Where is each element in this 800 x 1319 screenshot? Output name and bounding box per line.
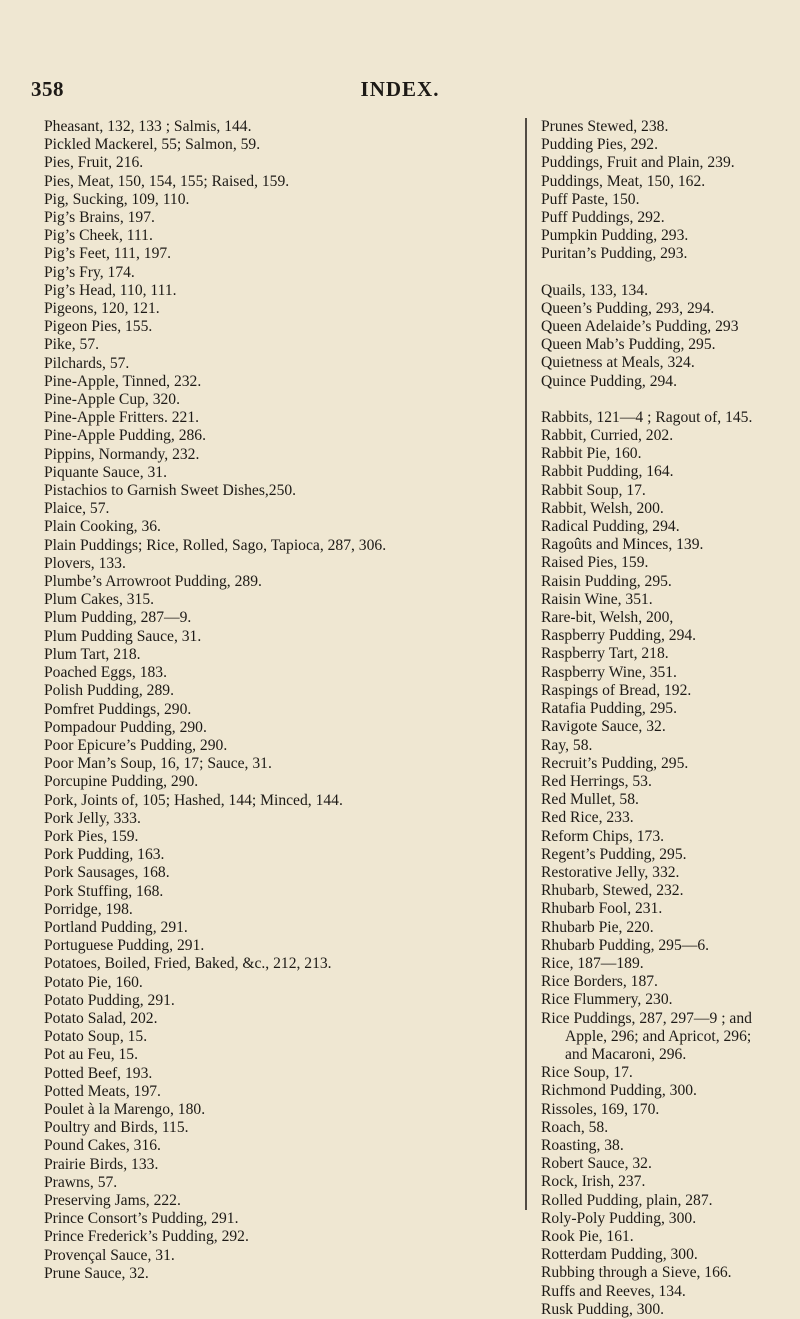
section-gap: [541, 391, 771, 409]
index-entry: Quails, 133, 134.: [541, 281, 648, 299]
index-entry: Rabbits, 121—4 ; Ragout of, 145.: [541, 408, 753, 426]
index-entry: Potato Soup, 15.: [44, 1028, 148, 1046]
index-entry: Rice Puddings, 287, 297—9 ; and Apple, 296; and Apricot, 296; and Macaroni, 296.: [541, 1009, 752, 1063]
index-entry: Plumbe’s Arrowroot Pudding, 289.: [44, 573, 262, 591]
index-entry: Ragoûts and Minces, 139.: [541, 536, 704, 554]
index-entry: Rubbing through a Sieve, 166.: [541, 1264, 732, 1282]
index-entry: Pine-Apple Cup, 320.: [44, 391, 181, 409]
index-entry: Regent’s Pudding, 295.: [541, 845, 687, 863]
index-entry: Quince Pudding, 294.: [541, 372, 678, 390]
index-entry: Portuguese Pudding, 291.: [44, 937, 205, 955]
index-entry: Pike, 57.: [44, 336, 100, 354]
index-entry: Raspberry Wine, 351.: [541, 663, 677, 681]
index-entry: Ratafia Pudding, 295.: [541, 700, 677, 718]
index-entry: Ravigote Sauce, 32.: [541, 718, 666, 736]
index-entry: Rotterdam Pudding, 300.: [541, 1246, 698, 1264]
index-entry: Porridge, 198.: [44, 900, 133, 918]
index-entry: Prairie Birds, 133.: [44, 1155, 159, 1173]
index-entry: Potato Pie, 160.: [44, 973, 143, 991]
index-entry: Pot au Feu, 15.: [44, 1046, 138, 1064]
index-entry: Richmond Pudding, 300.: [541, 1082, 697, 1100]
index-entry: Plain Cooking, 36.: [44, 518, 161, 536]
index-entry: Rare-bit, Welsh, 200,: [541, 609, 674, 627]
index-entry: Pine-Apple Fritters. 221.: [44, 409, 200, 427]
index-entry: Puddings, Fruit and Plain, 239.: [541, 154, 735, 172]
index-entry: Plum Pudding Sauce, 31.: [44, 627, 202, 645]
index-entry: Rice Borders, 187.: [541, 973, 658, 991]
index-entry: Pig’s Head, 110, 111.: [44, 281, 177, 299]
index-entry: Plum Pudding, 287—9.: [44, 609, 192, 627]
index-entry: Pies, Fruit, 216.: [44, 154, 144, 172]
index-entry: Rolled Pudding, plain, 287.: [541, 1191, 713, 1209]
index-entry: Rhubarb Pie, 220.: [541, 918, 654, 936]
index-entry: Raspberry Tart, 218.: [541, 645, 669, 663]
index-entry: Rabbit Soup, 17.: [541, 481, 646, 499]
index-column-left: [44, 118, 512, 1283]
index-entry: Radical Pudding, 294.: [541, 518, 680, 536]
index-entry: Red Mullet, 58.: [541, 791, 639, 809]
index-entry: Ruffs and Reeves, 134.: [541, 1282, 686, 1300]
index-entry: Raisin Wine, 351.: [541, 590, 653, 608]
index-entry: Rice, 187—189.: [541, 954, 644, 972]
index-entry: Roach, 58.: [541, 1118, 609, 1136]
index-entry: Rabbit Pie, 160.: [541, 445, 642, 463]
index-entry: Pork, Joints of, 105; Hashed, 144; Minced, 144.: [44, 791, 343, 809]
index-entry: Rhubarb, Stewed, 232.: [541, 882, 684, 900]
index-entry: Pig’s Brains, 197.: [44, 209, 155, 227]
index-entry: Prawns, 57.: [44, 1173, 118, 1191]
index-entry: Potato Salad, 202.: [44, 1009, 158, 1027]
column-divider: [525, 118, 527, 1210]
index-entry: Rice Soup, 17.: [541, 1064, 633, 1082]
index-entry: Raised Pies, 159.: [541, 554, 649, 572]
index-column-right: [541, 118, 771, 1319]
index-entry: Porcupine Pudding, 290.: [44, 773, 199, 791]
index-entry: Pomfret Puddings, 290.: [44, 700, 192, 718]
index-entry: Queen’s Pudding, 293, 294.: [541, 299, 715, 317]
index-entry: Rock, Irish, 237.: [541, 1173, 646, 1191]
index-entry: Potted Meats, 197.: [44, 1082, 161, 1100]
index-entry: Pork Jelly, 333.: [44, 809, 141, 827]
index-entry: Rabbit Pudding, 164.: [541, 463, 674, 481]
index-entry: Prince Frederick’s Pudding, 292.: [44, 1228, 249, 1246]
index-entry: Plaice, 57.: [44, 500, 110, 518]
index-entry: Pilchards, 57.: [44, 354, 130, 372]
index-entry: Prince Consort’s Pudding, 291.: [44, 1210, 239, 1228]
index-entry: Piquante Sauce, 31.: [44, 463, 167, 481]
index-entry: Prunes Stewed, 238.: [541, 118, 669, 135]
index-entry: Ray, 58.: [541, 736, 593, 754]
index-entry: Poor Epicure’s Pudding, 290.: [44, 736, 228, 754]
index-entry: Potato Pudding, 291.: [44, 991, 175, 1009]
index-entry: Pork Sausages, 168.: [44, 864, 170, 882]
index-entry: Plum Tart, 218.: [44, 645, 141, 663]
index-entry: Pompadour Pudding, 290.: [44, 718, 207, 736]
index-entry: Pork Stuffing, 168.: [44, 882, 164, 900]
index-entry: Pigeon Pies, 155.: [44, 318, 153, 336]
index-entry: Queen Adelaide’s Pudding, 293: [541, 318, 739, 336]
section-gap: [541, 264, 771, 282]
index-entry: Raspberry Pudding, 294.: [541, 627, 697, 645]
index-entry: Pig, Sucking, 109, 110.: [44, 190, 190, 208]
index-entry: Provençal Sauce, 31.: [44, 1246, 175, 1264]
page-header: [0, 77, 800, 107]
index-entry: Potted Beef, 193.: [44, 1064, 153, 1082]
index-entry: Puff Paste, 150.: [541, 190, 640, 208]
index-entry: Puddings, Meat, 150, 162.: [541, 172, 706, 190]
index-entry: Portland Pudding, 291.: [44, 918, 188, 936]
index-entry: Pippins, Normandy, 232.: [44, 445, 200, 463]
index-entry: Poulet à la Marengo, 180.: [44, 1100, 206, 1118]
index-entry: Poor Man’s Soup, 16, 17; Sauce, 31.: [44, 755, 272, 773]
index-entry: Rhubarb Pudding, 295—6.: [541, 936, 710, 954]
index-entry: Rusk Pudding, 300.: [541, 1300, 665, 1318]
index-entry: Plain Puddings; Rice, Rolled, Sago, Tapioca, 287, 306.: [44, 536, 387, 554]
index-entry: Plum Cakes, 315.: [44, 591, 155, 609]
index-entry: Restorative Jelly, 332.: [541, 863, 680, 881]
index-entry: Pig’s Cheek, 111.: [44, 227, 153, 245]
index-entry: Red Herrings, 53.: [541, 772, 652, 790]
index-entry: Pig’s Fry, 174.: [44, 263, 135, 281]
index-entry: Pork Pies, 159.: [44, 827, 139, 845]
index-entry: Rook Pie, 161.: [541, 1227, 634, 1245]
index-entry: Raisin Pudding, 295.: [541, 572, 672, 590]
index-entry: Plovers, 133.: [44, 554, 126, 572]
index-entry: Pistachios to Garnish Sweet Dishes,250.: [44, 482, 297, 500]
index-entry: Preserving Jams, 222.: [44, 1191, 181, 1209]
index-entry: Pound Cakes, 316.: [44, 1137, 161, 1155]
index-entry: Recruit’s Pudding, 295.: [541, 754, 689, 772]
index-entry: Rabbit, Curried, 202.: [541, 427, 674, 445]
index-entry: Pig’s Feet, 111, 197.: [44, 245, 172, 263]
index-entry: Pine-Apple Pudding, 286.: [44, 427, 206, 445]
index-entry: Poultry and Birds, 115.: [44, 1119, 189, 1137]
index-entry: Reform Chips, 173.: [541, 827, 665, 845]
index-entry: Puritan’s Pudding, 293.: [541, 245, 688, 263]
index-entry: Pudding Pies, 292.: [541, 136, 658, 154]
index-entry: Quietness at Meals, 324.: [541, 354, 695, 372]
index-entry: Potatoes, Boiled, Fried, Baked, &c., 212, 213.: [44, 955, 332, 973]
page-title: INDEX.: [360, 77, 440, 101]
index-entry: Roly-Poly Pudding, 300.: [541, 1209, 697, 1227]
index-entry: Pheasant, 132, 133 ; Salmis, 144.: [44, 118, 252, 135]
index-entry: Queen Mab’s Pudding, 295.: [541, 336, 716, 354]
index-entry: Red Rice, 233.: [541, 809, 634, 827]
index-entry: Rhubarb Fool, 231.: [541, 900, 663, 918]
index-entry: Rabbit, Welsh, 200.: [541, 499, 664, 517]
index-entry: Roasting, 38.: [541, 1136, 624, 1154]
index-entry: Pine-Apple, Tinned, 232.: [44, 372, 202, 390]
index-entry: Raspings of Bread, 192.: [541, 681, 692, 699]
page-number: 358: [31, 77, 64, 101]
index-entry: Pickled Mackerel, 55; Salmon, 59.: [44, 136, 261, 154]
index-entry: Puff Puddings, 292.: [541, 209, 665, 227]
index-entry: Pumpkin Pudding, 293.: [541, 227, 689, 245]
index-entry: Pies, Meat, 150, 154, 155; Raised, 159.: [44, 172, 290, 190]
index-entry: Polish Pudding, 289.: [44, 682, 174, 700]
index-entry: Pigeons, 120, 121.: [44, 300, 160, 318]
index-entry: Pork Pudding, 163.: [44, 846, 165, 864]
index-entry: Rice Flummery, 230.: [541, 991, 673, 1009]
index-entry: Rissoles, 169, 170.: [541, 1100, 660, 1118]
index-entry: Robert Sauce, 32.: [541, 1155, 652, 1173]
index-entry: Prune Sauce, 32.: [44, 1264, 149, 1282]
index-entry: Poached Eggs, 183.: [44, 664, 167, 682]
